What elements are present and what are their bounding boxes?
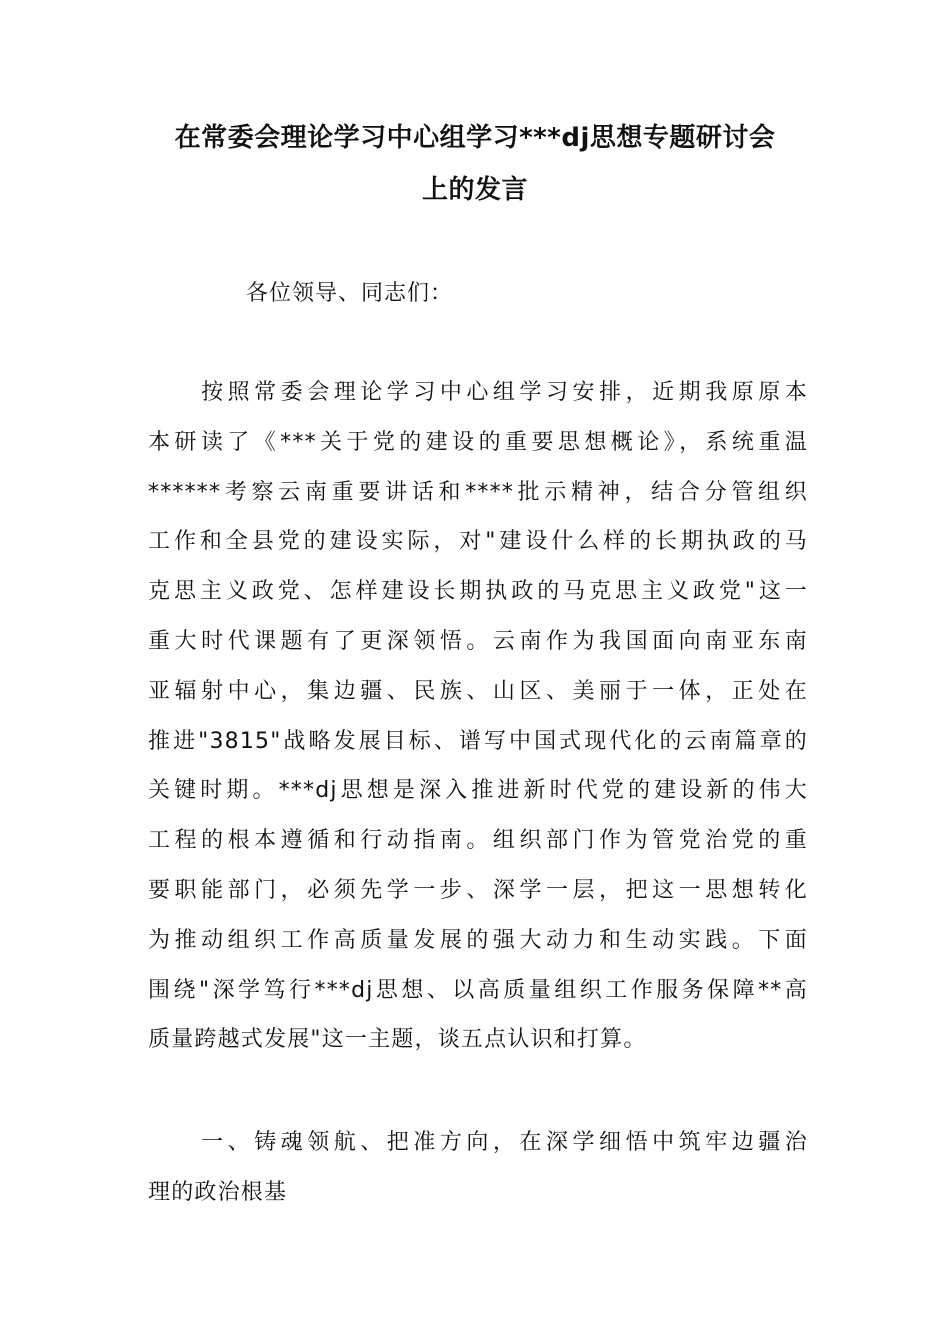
paragraph-line: 为推动组织工作高质量发展的强大动力和生动实践。下面 [148, 927, 808, 953]
paragraph-line: ******考察云南重要讲话和****批示精神，结合分管组织 [148, 479, 808, 505]
section-heading-line: 理的政治根基 [148, 1179, 288, 1205]
section-heading-1 [148, 1118, 808, 1218]
paragraph-line: 重大时代课题有了更深领悟。云南作为我国面向南亚东南 [148, 628, 808, 654]
paragraph-line: 围绕"深学笃行***dj思想、以高质量组织工作服务保障**高 [148, 977, 808, 1003]
paragraph-line: 按照常委会理论学习中心组学习安排，近期我原原本 [148, 380, 808, 405]
paragraph-line: 本研读了《***关于党的建设的重要思想概论》，系统重温 [148, 429, 808, 455]
paragraph-line: 工程的根本遵循和行动指南。组织部门作为管党治党的重 [148, 828, 808, 854]
paragraph-line: 关键时期。***dj思想是深入推进新时代党的建设新的伟大 [148, 778, 808, 804]
paragraph-intro [148, 368, 808, 1065]
title-line-1: 在常委会理论学习中心组学习***dj思想专题研讨会 [174, 123, 776, 153]
paragraph-line: 克思主义政党、怎样建设长期执政的马克思主义政党"这一 [148, 579, 808, 605]
salutation: 各位领导、同志们： [246, 281, 454, 306]
paragraph-line: 质量跨越式发展"这一主题，谈五点认识和打算。 [148, 1027, 647, 1053]
paragraph-line: 要职能部门，必须先学一步、深学一层，把这一思想转化 [148, 877, 808, 903]
title-line-2: 上的发言 [421, 175, 528, 205]
paragraph-line: 亚辐射中心，集边疆、民族、山区、美丽于一体，正处在 [148, 678, 808, 704]
paragraph-line: 推进"3815"战略发展目标、谱写中国式现代化的云南篇章的 [148, 728, 808, 754]
document-title [130, 112, 820, 216]
section-heading-line: 一、铸魂领航、把准方向，在深学细悟中筑牢边疆治 [148, 1130, 808, 1155]
paragraph-line: 工作和全县党的建设实际，对"建设什么样的长期执政的马 [148, 529, 808, 555]
